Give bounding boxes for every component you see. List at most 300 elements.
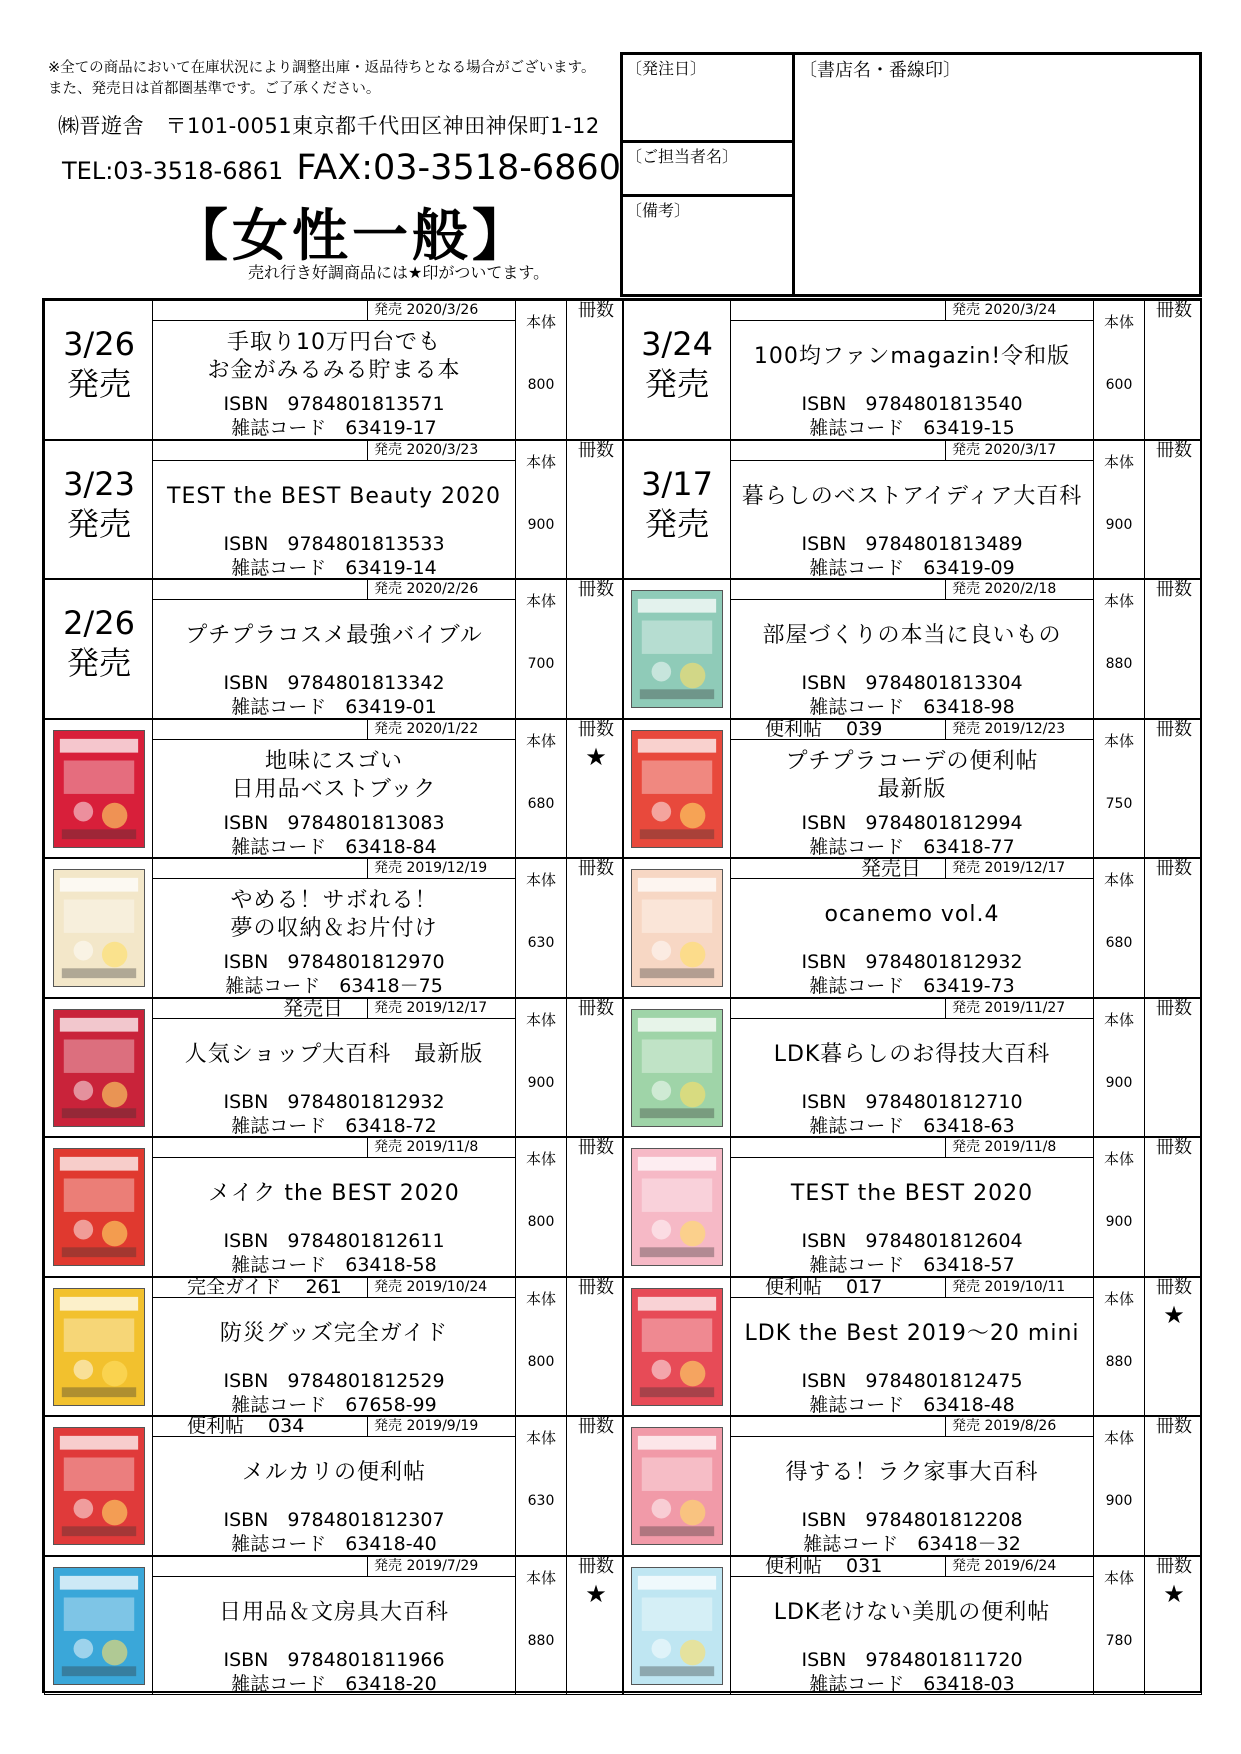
product-left-block	[623, 859, 731, 997]
quantity-column[interactable]	[1145, 1278, 1203, 1416]
isbn: ISBN 9784801812932	[801, 951, 1023, 973]
release-date: 発売 2020/3/23	[367, 441, 515, 460]
honbai-label: 本体	[1103, 1429, 1134, 1447]
price-column	[515, 720, 567, 858]
quantity-column[interactable]	[1145, 1417, 1203, 1555]
release-strip	[731, 856, 1093, 880]
release-strip	[153, 301, 515, 321]
price: 700	[527, 656, 555, 672]
isbn: ISBN 9784801811966	[223, 1648, 445, 1671]
product-left-block	[623, 441, 731, 579]
product-title: LDK the Best 2019～20 mini	[744, 1320, 1080, 1346]
quantity-label: 冊数	[578, 858, 614, 879]
product-left-block	[45, 999, 153, 1137]
product-cell	[44, 1277, 624, 1417]
price: 900	[1105, 1074, 1133, 1091]
magazine-code: 雑誌コード 63418-77	[809, 835, 1015, 858]
quantity-label: 冊数	[1156, 439, 1192, 461]
magazine-code: 雑誌コード 63418－75	[225, 975, 443, 997]
series-number: 017	[846, 1275, 883, 1298]
magazine-code: 雑誌コード 63419-01	[231, 696, 437, 718]
series-label	[187, 1415, 304, 1437]
quantity-column[interactable]	[567, 859, 625, 997]
price: 780	[1105, 1632, 1133, 1649]
quantity-label: 冊数	[1156, 1137, 1192, 1158]
release-date: 発売 2019/10/24	[367, 1278, 515, 1297]
product-cell	[622, 300, 1202, 440]
honbai-label: 本体	[525, 313, 556, 331]
bestseller-star-icon: ★	[585, 742, 607, 771]
quantity-label: 冊数	[578, 718, 614, 740]
quantity-label: 冊数	[578, 300, 614, 321]
cover-image	[53, 869, 145, 987]
honbai-label: 本体	[525, 1568, 556, 1587]
release-date: 発売 2019/11/8	[945, 1138, 1093, 1157]
release-date: 発売 2019/11/27	[945, 999, 1093, 1018]
product-title: 日用品＆文房具大百科	[218, 1599, 449, 1625]
contact-person-field[interactable]	[623, 143, 792, 197]
product-title: 防災グッズ完全ガイド	[219, 1320, 449, 1346]
magazine-code: 雑誌コード 63418-03	[809, 1672, 1015, 1695]
release-date: 発売 2020/2/26	[367, 580, 515, 599]
release-date: 発売 2019/9/19	[367, 1417, 515, 1436]
honbai-label: 本体	[525, 452, 556, 471]
product-left-block	[623, 580, 731, 718]
series-number: 031	[846, 1554, 883, 1577]
isbn: ISBN 9784801813083	[223, 811, 445, 834]
product-title: 手取り10万円台でも お金がみるみる貯まる本	[207, 330, 461, 383]
quantity-column[interactable]	[1145, 859, 1203, 997]
product-title: プチプラコーデの便利帖 最新版	[785, 748, 1039, 802]
cover-image	[53, 730, 145, 848]
release-strip	[731, 999, 1093, 1019]
quantity-column[interactable]	[1145, 999, 1203, 1137]
quantity-label: 冊数	[578, 1137, 614, 1158]
quantity-label: 冊数	[1156, 1555, 1192, 1577]
isbn: ISBN 9784801812604	[801, 1230, 1023, 1252]
quantity-label: 冊数	[578, 1416, 614, 1437]
release-day: 2/26	[63, 604, 135, 642]
price-column	[1093, 301, 1145, 439]
isbn: ISBN 9784801813540	[801, 393, 1023, 415]
price-column	[1093, 580, 1145, 718]
price: 630	[527, 935, 555, 951]
magazine-code: 雑誌コード 63418-20	[231, 1672, 437, 1695]
release-date: 発売 2020/3/24	[945, 301, 1093, 320]
product-title: LDK老けない美肌の便利帖	[773, 1599, 1051, 1625]
release-date: 発売 2019/11/8	[367, 1138, 515, 1157]
magazine-code: 雑誌コード 63418-58	[231, 1254, 437, 1276]
product-cell	[622, 1556, 1202, 1696]
product-left-block	[45, 1557, 153, 1695]
cover-image	[631, 1427, 723, 1545]
release-strip	[153, 720, 515, 740]
price-column	[515, 999, 567, 1137]
isbn: ISBN 9784801812932	[223, 1090, 445, 1113]
release-date: 発売 2020/3/17	[945, 441, 1093, 460]
release-day-prefix: 発売日	[283, 995, 343, 1020]
product-title: 人気ショップ大百科 最新版	[184, 1041, 484, 1067]
release-strip	[153, 1138, 515, 1158]
fax-number: FAX:03-3518-6860	[296, 148, 621, 188]
series-number: 034	[268, 1415, 305, 1437]
release-strip	[731, 580, 1093, 600]
quantity-column[interactable]	[567, 441, 625, 579]
honbai-label: 本体	[1103, 313, 1134, 331]
honbai-label: 本体	[1103, 1010, 1134, 1029]
quantity-column[interactable]	[1145, 580, 1203, 718]
price: 800	[527, 1353, 555, 1370]
magazine-code: 雑誌コード 63419-73	[809, 975, 1015, 997]
magazine-code: 雑誌コード 63418-57	[809, 1254, 1015, 1276]
release-strip	[153, 441, 515, 461]
cover-image	[53, 1288, 145, 1406]
quantity-column[interactable]	[567, 999, 625, 1137]
product-title: TEST the BEST 2020	[790, 1181, 1034, 1206]
product-cell	[622, 579, 1202, 719]
star-note: 売れ行き好調商品には★印がついてます。	[248, 263, 550, 282]
price: 900	[527, 516, 555, 533]
quantity-column[interactable]	[1145, 301, 1203, 439]
quantity-column[interactable]	[567, 1417, 625, 1555]
price: 900	[1105, 1214, 1133, 1230]
release-strip	[731, 717, 1093, 740]
product-title: 地味にスゴい 日用品ベストブック	[231, 748, 437, 802]
release-strip	[153, 859, 515, 879]
release-date: 発売 2019/12/23	[945, 720, 1093, 739]
magazine-code: 雑誌コード 67658-99	[231, 1393, 437, 1416]
series-label	[187, 1276, 342, 1298]
order-form-left	[623, 55, 795, 294]
price: 630	[527, 1493, 555, 1509]
quantity-label: 冊数	[1156, 300, 1192, 321]
shop-name-label: 〔書店名・番線印〕	[799, 60, 961, 81]
isbn: ISBN 9784801812475	[801, 1369, 1023, 1392]
price-column	[515, 1557, 567, 1695]
price-column	[1093, 1278, 1145, 1416]
product-cell	[622, 719, 1202, 859]
quantity-column[interactable]	[567, 1138, 625, 1276]
series-name: 便利帖	[765, 1554, 823, 1577]
series-label	[765, 1276, 882, 1298]
product-title: メルカリの便利帖	[241, 1460, 426, 1485]
product-title: 部屋づくりの本当に良いもの	[762, 623, 1062, 648]
quantity-column[interactable]	[1145, 1557, 1203, 1695]
price: 800	[527, 377, 555, 393]
quantity-label: 冊数	[578, 1555, 614, 1577]
magazine-code: 雑誌コード 63418-98	[809, 696, 1015, 718]
honbai-label: 本体	[525, 592, 556, 610]
contact-person-label: 〔ご担当者名〕	[626, 147, 739, 166]
isbn: ISBN 9784801812970	[223, 951, 445, 973]
order-date-field[interactable]	[623, 55, 792, 143]
release-strip	[731, 1417, 1093, 1437]
honbai-label: 本体	[525, 871, 556, 889]
product-title: TEST the BEST Beauty 2020	[167, 483, 501, 509]
honbai-label: 本体	[525, 1150, 556, 1168]
product-cell	[44, 1137, 624, 1277]
price: 880	[527, 1632, 555, 1649]
honbai-label: 本体	[525, 1429, 556, 1447]
quantity-label: 冊数	[1156, 858, 1192, 879]
cover-image	[53, 1567, 145, 1685]
magazine-code: 雑誌コード 63418-48	[809, 1393, 1015, 1416]
product-left-block	[623, 720, 731, 858]
product-left-block	[623, 301, 731, 439]
release-word: 発売	[66, 504, 131, 543]
release-strip	[153, 1275, 515, 1298]
price: 900	[1105, 516, 1133, 533]
release-date: 発売 2020/3/26	[367, 301, 515, 320]
isbn: ISBN 9784801812710	[801, 1090, 1023, 1113]
product-cell	[622, 858, 1202, 998]
price-column	[515, 1417, 567, 1555]
cover-image	[631, 1148, 723, 1266]
price-column	[515, 859, 567, 997]
cover-image	[631, 869, 723, 987]
product-left-block	[45, 441, 153, 579]
price-column	[515, 441, 567, 579]
notes-label: 〔備考〕	[626, 201, 691, 220]
product-cell	[44, 1556, 624, 1696]
magazine-code: 雑誌コード 63419-17	[231, 417, 437, 439]
quantity-column[interactable]	[567, 580, 625, 718]
product-left-block	[623, 1138, 731, 1276]
product-title: メイク the BEST 2020	[208, 1181, 460, 1206]
release-strip	[153, 1417, 515, 1437]
quantity-label: 冊数	[1156, 1276, 1192, 1298]
quantity-label: 冊数	[1156, 579, 1192, 600]
release-strip	[731, 1138, 1093, 1158]
isbn: ISBN 9784801812208	[801, 1509, 1023, 1531]
release-date: 発売 2020/2/18	[945, 580, 1093, 599]
honbai-label: 本体	[525, 1289, 556, 1308]
magazine-code: 雑誌コード 63418-40	[231, 1533, 437, 1555]
product-cell	[44, 858, 624, 998]
series-label	[765, 718, 882, 740]
release-word: 発売	[66, 365, 131, 403]
quantity-label: 冊数	[1156, 718, 1192, 740]
isbn: ISBN 9784801813489	[801, 532, 1023, 555]
product-cell	[44, 1416, 624, 1556]
series-number: 039	[846, 717, 883, 740]
quantity-column[interactable]	[1145, 441, 1203, 579]
series-name: 便利帖	[187, 1415, 245, 1437]
honbai-label: 本体	[1103, 871, 1134, 889]
honbai-label: 本体	[525, 731, 556, 750]
price: 880	[1105, 656, 1133, 672]
cover-image	[53, 1427, 145, 1545]
price: 900	[527, 1074, 555, 1091]
release-strip	[731, 441, 1093, 461]
release-date: 発売 2019/6/24	[945, 1557, 1093, 1576]
product-title: 100均ファンmagazin!令和版	[753, 344, 1071, 369]
release-day: 3/24	[641, 325, 713, 363]
release-word: 発売	[644, 504, 709, 543]
quantity-column[interactable]	[567, 720, 625, 858]
product-title: プチプラコスメ最強バイブル	[185, 623, 483, 648]
quantity-label: 冊数	[578, 439, 614, 461]
product-left-block	[623, 1278, 731, 1416]
quantity-label: 冊数	[578, 997, 614, 1019]
product-title: ocanemo vol.4	[824, 902, 1000, 927]
release-word: 発売	[644, 365, 709, 403]
cover-image	[53, 1009, 145, 1127]
isbn: ISBN 9784801813304	[801, 672, 1023, 694]
product-title: 得する！ラク家事大百科	[785, 1460, 1039, 1485]
product-cell	[44, 579, 624, 719]
tel-number: TEL:03-3518-6861	[62, 157, 284, 185]
release-day: 3/17	[641, 464, 713, 503]
release-day: 3/23	[63, 464, 135, 503]
product-cell	[622, 1137, 1202, 1277]
isbn: ISBN 9784801812307	[223, 1509, 445, 1531]
price-column	[1093, 1417, 1145, 1555]
product-left-block	[45, 1417, 153, 1555]
release-day: 3/26	[63, 325, 135, 363]
release-word: 発売	[66, 644, 131, 682]
price-column	[515, 301, 567, 439]
cover-image	[631, 1567, 723, 1685]
magazine-code: 雑誌コード 63418－32	[803, 1533, 1021, 1555]
series-name: 完全ガイド	[187, 1275, 282, 1298]
cover-image	[631, 590, 723, 708]
magazine-code: 雑誌コード 63418-84	[231, 835, 437, 858]
price-column	[1093, 720, 1145, 858]
price-column	[1093, 859, 1145, 997]
series-name: 便利帖	[765, 717, 823, 740]
release-date: 発売 2020/1/22	[367, 720, 515, 739]
product-left-block	[45, 720, 153, 858]
magazine-code: 雑誌コード 63418-72	[231, 1114, 437, 1137]
price-column	[1093, 1138, 1145, 1276]
bestseller-star-icon: ★	[1163, 1300, 1185, 1329]
product-left-block	[45, 301, 153, 439]
product-cell	[622, 1416, 1202, 1556]
quantity-column[interactable]	[567, 1557, 625, 1695]
bestseller-star-icon: ★	[585, 1579, 607, 1608]
product-left-block	[45, 580, 153, 718]
honbai-label: 本体	[525, 1010, 556, 1029]
honbai-label: 本体	[1103, 1289, 1134, 1308]
isbn: ISBN 9784801813571	[223, 393, 445, 415]
release-strip	[731, 1275, 1093, 1298]
order-form	[620, 52, 1202, 297]
product-cell	[622, 1277, 1202, 1417]
product-cell	[622, 440, 1202, 580]
release-strip	[731, 301, 1093, 321]
stock-notice: ※全ての商品において在庫状況により調整出庫・返品待ちとなる場合がございます。また、発売日は首都圏基準です。ご了承ください。	[48, 60, 596, 97]
price: 600	[1105, 377, 1133, 393]
product-title: 暮らしのベストアイディア大百科	[741, 483, 1083, 509]
product-cell	[44, 440, 624, 580]
publisher-address: ㈱晋遊舎 〒101-0051東京都千代田区神田神保町1-12	[58, 114, 600, 138]
isbn: ISBN 9784801811720	[801, 1648, 1023, 1671]
product-cell	[44, 300, 624, 440]
cover-image	[53, 1148, 145, 1266]
price: 680	[1105, 935, 1133, 951]
product-left-block	[623, 1557, 731, 1695]
product-left-block	[45, 1138, 153, 1276]
category-title: 【女性一般】	[172, 204, 532, 269]
notes-field[interactable]	[623, 197, 792, 294]
honbai-label: 本体	[1103, 731, 1134, 750]
isbn: ISBN 9784801813342	[223, 672, 445, 694]
quantity-label: 冊数	[1156, 997, 1192, 1019]
contact-numbers	[62, 148, 621, 188]
magazine-code: 雑誌コード 63419-14	[231, 556, 437, 579]
product-left-block	[45, 1278, 153, 1416]
series-name: 便利帖	[765, 1275, 823, 1298]
quantity-column[interactable]	[567, 301, 625, 439]
product-cell	[622, 998, 1202, 1138]
quantity-label: 冊数	[1156, 1416, 1192, 1437]
price: 900	[1105, 1493, 1133, 1509]
price: 750	[1105, 795, 1133, 812]
bestseller-star-icon: ★	[1163, 1579, 1185, 1608]
quantity-label: 冊数	[578, 579, 614, 600]
price-column	[515, 580, 567, 718]
cover-image	[631, 1288, 723, 1406]
product-grid	[42, 298, 1202, 1693]
magazine-code: 雑誌コード 63419-15	[809, 417, 1015, 439]
product-title: LDK暮らしのお得技大百科	[773, 1041, 1051, 1067]
honbai-label: 本体	[1103, 452, 1134, 471]
release-date: 発売 2019/10/11	[945, 1278, 1093, 1297]
isbn: ISBN 9784801812529	[223, 1369, 445, 1392]
product-cell	[44, 719, 624, 859]
price-column	[1093, 441, 1145, 579]
release-date: 発売 2019/12/17	[367, 999, 515, 1018]
price-column	[515, 1138, 567, 1276]
release-strip	[153, 580, 515, 600]
series-label	[765, 1555, 882, 1577]
product-left-block	[623, 999, 731, 1137]
order-date-label: 〔発注日〕	[626, 59, 707, 78]
price-column	[1093, 999, 1145, 1137]
magazine-code: 雑誌コード 63418-63	[809, 1114, 1015, 1137]
product-title: やめる！サボれる！ 夢の収納＆お片付け	[230, 888, 438, 941]
quantity-column[interactable]	[1145, 1138, 1203, 1276]
product-left-block	[45, 859, 153, 997]
isbn: ISBN 9784801812994	[801, 811, 1023, 834]
release-strip	[153, 1557, 515, 1577]
price-column	[1093, 1557, 1145, 1695]
release-date: 発売 2019/7/29	[367, 1557, 515, 1576]
product-left-block	[623, 1417, 731, 1555]
release-day-prefix: 発売日	[861, 856, 921, 880]
isbn: ISBN 9784801813533	[223, 532, 445, 555]
release-date: 発売 2019/8/26	[945, 1417, 1093, 1436]
isbn: ISBN 9784801812611	[223, 1230, 445, 1252]
quantity-column[interactable]	[1145, 720, 1203, 858]
release-date: 発売 2019/12/17	[945, 859, 1093, 878]
cover-image	[631, 1009, 723, 1127]
honbai-label: 本体	[1103, 1150, 1134, 1168]
price: 880	[1105, 1353, 1133, 1370]
quantity-column[interactable]	[567, 1278, 625, 1416]
release-strip	[731, 1554, 1093, 1577]
product-cell	[44, 995, 624, 1138]
price-column	[515, 1278, 567, 1416]
quantity-label: 冊数	[578, 1276, 614, 1298]
series-number: 261	[305, 1275, 342, 1298]
price: 680	[527, 795, 555, 812]
honbai-label: 本体	[1103, 1568, 1134, 1587]
cover-image	[631, 730, 723, 848]
magazine-code: 雑誌コード 63419-09	[809, 556, 1015, 579]
price: 800	[527, 1214, 555, 1230]
